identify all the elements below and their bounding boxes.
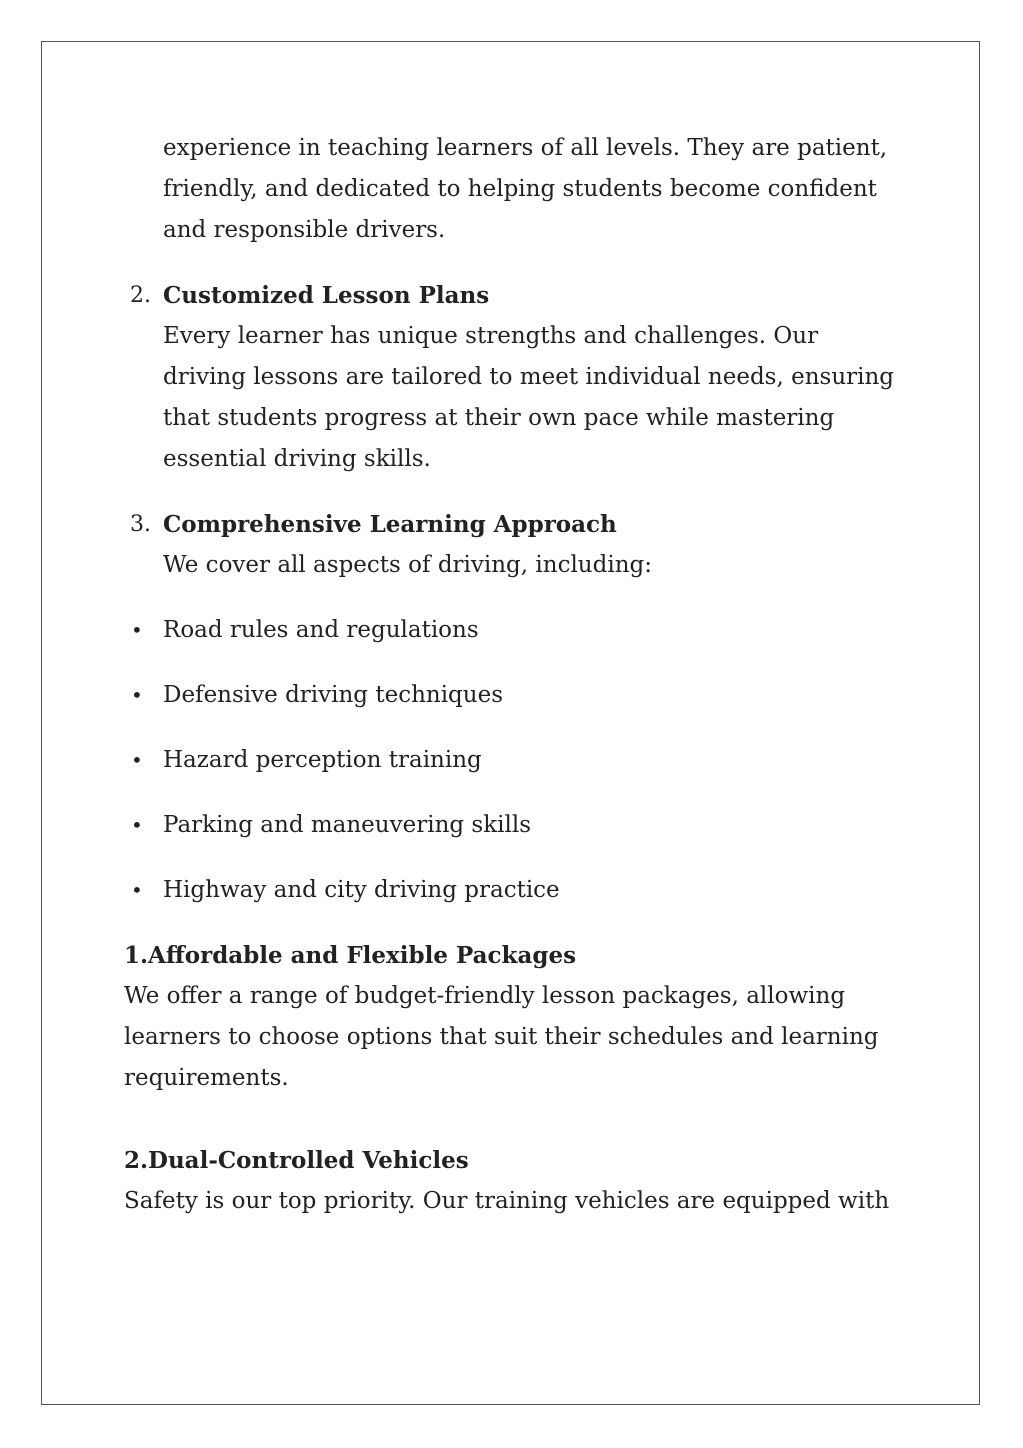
list-item [124, 610, 904, 651]
bullet-icon: • [131, 683, 143, 707]
list-item [124, 675, 904, 716]
list-item-text: Highway and city driving practice [163, 877, 560, 903]
section-text: We offer a range of budget-friendly lesson packages, allowing learners to choose options that suit their schedules and learning requirements. [124, 983, 879, 1091]
bullet-icon: • [131, 748, 143, 772]
numbered-item-3 [124, 504, 904, 586]
item-body: We cover all aspects of driving, including: [163, 552, 652, 578]
item-body: Every learner has unique strengths and challenges. Our driving lessons are tailored to meet individual needs, ensuring that students progress at their own pace while mastering essential driving skills. [163, 323, 895, 472]
item-title: Customized Lesson Plans [163, 282, 490, 309]
list-item-text: Parking and maneuvering skills [163, 812, 532, 838]
item-number: 3. [130, 512, 151, 537]
section-heading: 2.Dual-Controlled Vehicles [124, 1147, 469, 1174]
bullet-icon: • [131, 813, 143, 837]
list-item [124, 740, 904, 781]
section-heading: 1.Affordable and Flexible Packages [124, 942, 577, 969]
list-item-text: Road rules and regulations [163, 617, 479, 643]
item-title: Comprehensive Learning Approach [163, 511, 617, 538]
bullet-icon: • [131, 618, 143, 642]
intro-paragraph: experience in teaching learners of all levels. They are patient, friendly, and dedicated to helping students become confident and responsible drivers. [163, 135, 888, 243]
list-item [124, 805, 904, 846]
section-text: Safety is our top priority. Our training vehicles are equipped with [124, 1188, 890, 1214]
list-item-text: Hazard perception training [163, 747, 482, 773]
list-item-text: Defensive driving techniques [163, 682, 504, 708]
numbered-item-2 [124, 275, 904, 480]
bullet-icon: • [131, 878, 143, 902]
section-affordable-packages [124, 935, 904, 1099]
aspects-list [124, 610, 904, 911]
list-item [124, 870, 904, 911]
item-number: 2. [130, 283, 151, 308]
document-content [124, 128, 904, 1222]
section-dual-controlled-vehicles [124, 1140, 904, 1222]
